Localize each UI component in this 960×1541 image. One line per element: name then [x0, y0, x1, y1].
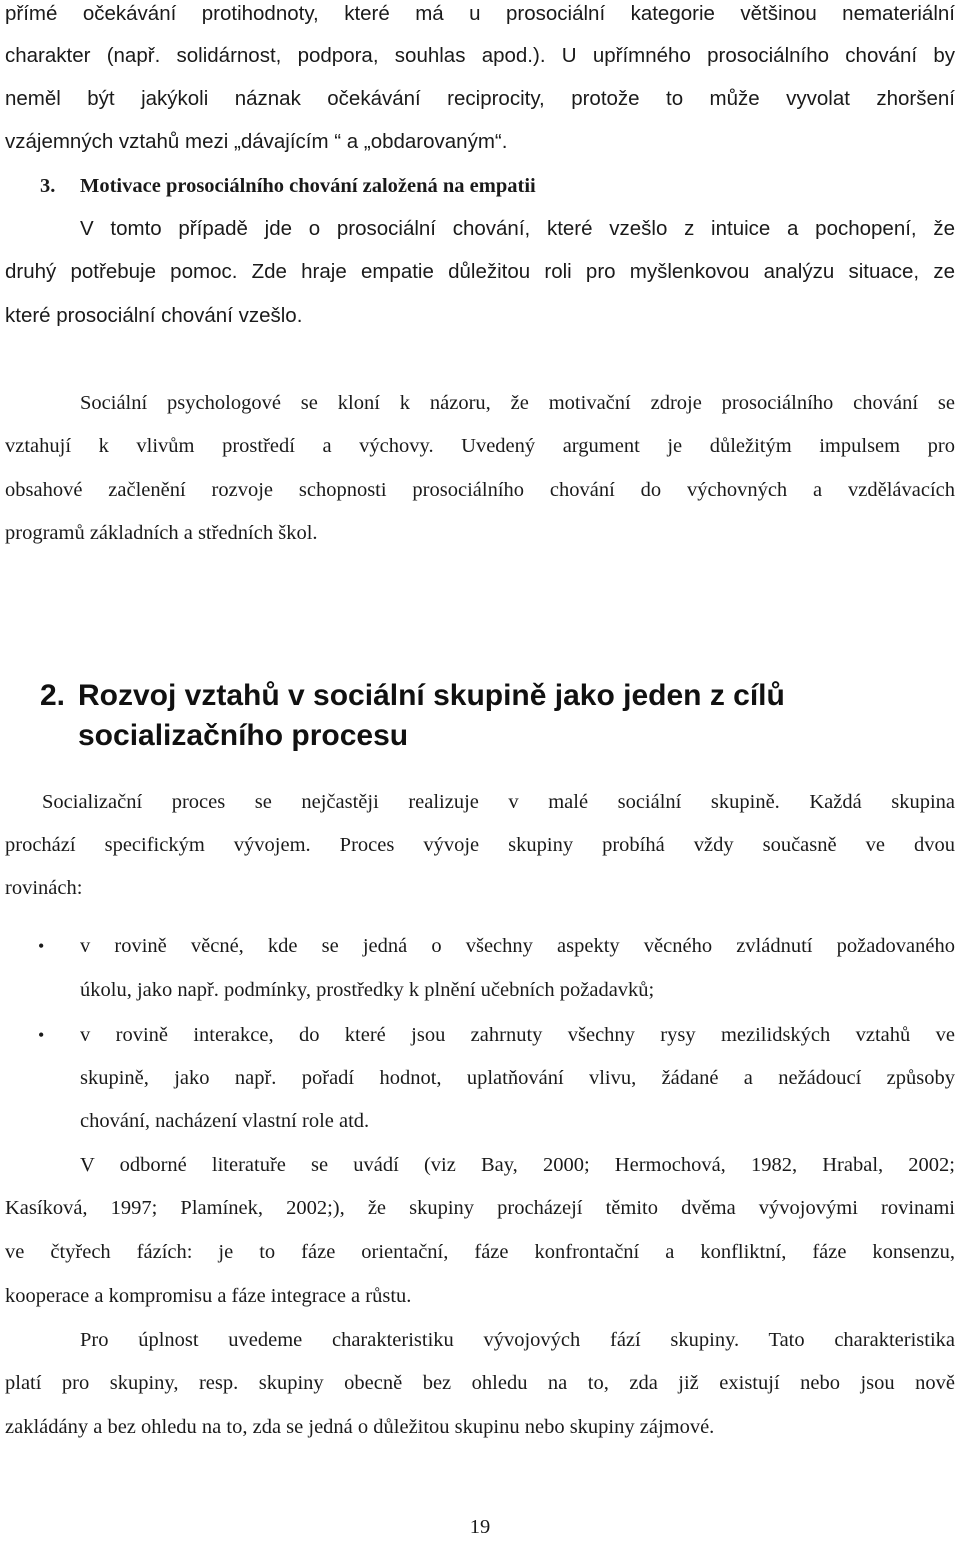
- text-line: vztahují k vlivům prostředí a výchovy. Uvedený argument je důležitým impulsem pro: [5, 435, 955, 457]
- text-line: druhý potřebuje pomoc. Zde hraje empatie důležitou roli pro myšlenkovou analýzu situace, ze: [5, 260, 955, 283]
- text-line: zakládány a bez ohledu na to, zda se jedná o důležitou skupinu nebo skupiny zájmové.: [5, 1416, 715, 1438]
- text-line: platí pro skupiny, resp. skupiny obecně bez ohledu na to, zda již existují nebo jsou nově: [5, 1372, 955, 1394]
- text-line: které prosociální chování vzešlo.: [5, 304, 303, 327]
- chapter-title-line2: socializačního procesu: [78, 719, 409, 752]
- text-line: V odborné literatuře se uvádí (viz Bay, 2000; Hermochová, 1982, Hrabal, 2002;: [80, 1154, 955, 1176]
- text-line: ve čtyřech fázích: je to fáze orientační, fáze konfrontační a konfliktní, fáze konsenzu,: [5, 1241, 955, 1263]
- list-item-line: skupině, jako např. pořadí hodnot, uplatňování vlivu, žádané a nežádoucí způsoby: [80, 1067, 955, 1089]
- chapter-heading: [40, 676, 940, 716]
- bullet-marker: •: [38, 936, 45, 956]
- text-line: kooperace a kompromisu a fáze integrace a růstu.: [5, 1285, 412, 1307]
- chapter-number: 2.: [40, 679, 66, 712]
- text-line: přímé očekávání protihodnoty, které má u prosociální kategorie většinou nemateriální: [5, 2, 955, 25]
- list-item-line: úkolu, jako např. podmínky, prostředky k plnění učebních požadavků;: [80, 979, 655, 1001]
- text-line: Kasíková, 1997; Plamínek, 2002;), že skupiny procházejí těmito dvěma vývojovými rovinami: [5, 1197, 955, 1219]
- text-line: prochází specifickým vývojem. Proces vývoje skupiny probíhá vždy současně ve dvou: [5, 834, 955, 856]
- text-line: programů základních a středních škol.: [5, 522, 318, 544]
- section-title: Motivace prosociálního chování založená na empatii: [80, 175, 536, 197]
- section-heading: [40, 172, 536, 200]
- list-item-line: chování, nacházení vlastní role atd.: [80, 1110, 370, 1132]
- text-line: vzájemných vztahů mezi „dávajícím “ a „obdarovaným“.: [5, 130, 508, 153]
- text-line: charakter (např. solidárnost, podpora, souhlas apod.). U upřímného prosociálního chování by: [5, 44, 955, 67]
- text-line: neměl být jakýkoli náznak očekávání reciprocity, protože to může vyvolat zhoršení: [5, 87, 955, 110]
- text-line: Socializační proces se nejčastěji realizuje v malé sociální skupině. Každá skupina: [42, 791, 955, 813]
- text-line: rovinách:: [5, 877, 83, 899]
- text-line: Sociální psychologové se kloní k názoru, že motivační zdroje prosociálního chování se: [80, 392, 955, 414]
- bullet-marker: •: [38, 1025, 45, 1045]
- list-item-line: v rovině interakce, do které jsou zahrnuty všechny rysy mezilidských vztahů ve: [80, 1024, 955, 1046]
- text-line: V tomto případě jde o prosociální chování, které vzešlo z intuice a pochopení, že: [80, 217, 955, 240]
- text-line: Pro úplnost uvedeme charakteristiku vývojových fází skupiny. Tato charakteristika: [80, 1329, 955, 1351]
- text-line: obsahové začlenění rozvoje schopnosti prosociálního chování do výchovných a vzdělávacích: [5, 479, 955, 501]
- list-item-line: v rovině věcné, kde se jedná o všechny aspekty věcného zvládnutí požadovaného: [80, 935, 955, 957]
- section-number: 3.: [40, 175, 56, 197]
- page-number: 19: [469, 1516, 491, 1538]
- chapter-title-line1: Rozvoj vztahů v sociální skupině jako jeden z cílů: [78, 679, 785, 712]
